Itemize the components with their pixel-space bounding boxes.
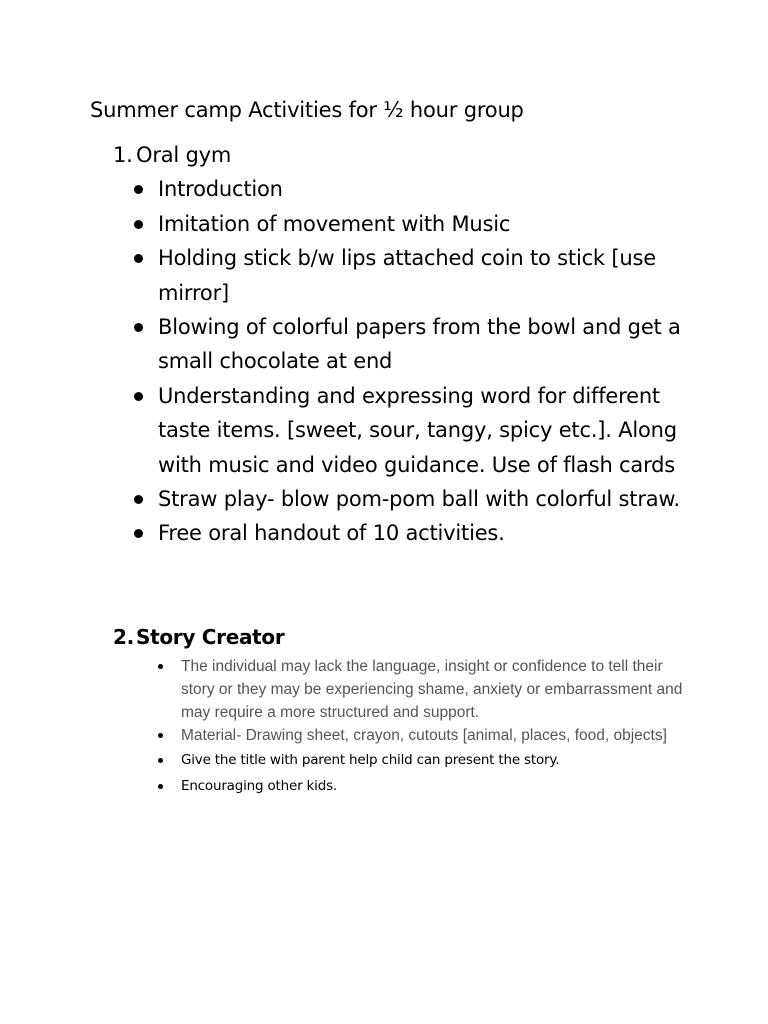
list-item: Encouraging other kids. (181, 773, 693, 799)
section-heading (113, 621, 693, 653)
list-item: Give the title with parent help child can present the story. (181, 747, 693, 773)
list-item: Straw play- blow pom-pom ball with colorful straw. (158, 482, 693, 516)
bullet-list (113, 655, 693, 799)
list-item: Blowing of colorful papers from the bowl and get a small chocolate at end (158, 310, 693, 379)
bullet-list (113, 172, 693, 550)
document-title: Summer camp Activities for ½ hour group (90, 98, 524, 122)
section-story-creator (113, 621, 693, 799)
section-title: Oral gym (136, 143, 232, 167)
section-number: 1. (113, 143, 133, 167)
list-item: Introduction (158, 172, 693, 206)
list-item: Holding stick b/w lips attached coin to stick [use mirror] (158, 241, 693, 310)
list-item: Imitation of movement with Music (158, 207, 693, 241)
section-title: Story Creator (136, 625, 285, 649)
section-number: 2. (113, 625, 134, 649)
list-item: Free oral handout of 10 activities. (158, 516, 693, 550)
section-oral-gym (113, 138, 693, 551)
list-item: Understanding and expressing word for different taste items. [sweet, sour, tangy, spicy etc.]. Along with music and video guidance. Use of flash cards (158, 379, 693, 482)
section-heading (113, 138, 693, 172)
list-item: The individual may lack the language, insight or confidence to tell their story or they may be experiencing shame, anxiety or embarrassment and may require a more structured and support. (181, 655, 693, 724)
list-item: Material- Drawing sheet, crayon, cutouts [animal, places, food, objects] (181, 724, 693, 747)
